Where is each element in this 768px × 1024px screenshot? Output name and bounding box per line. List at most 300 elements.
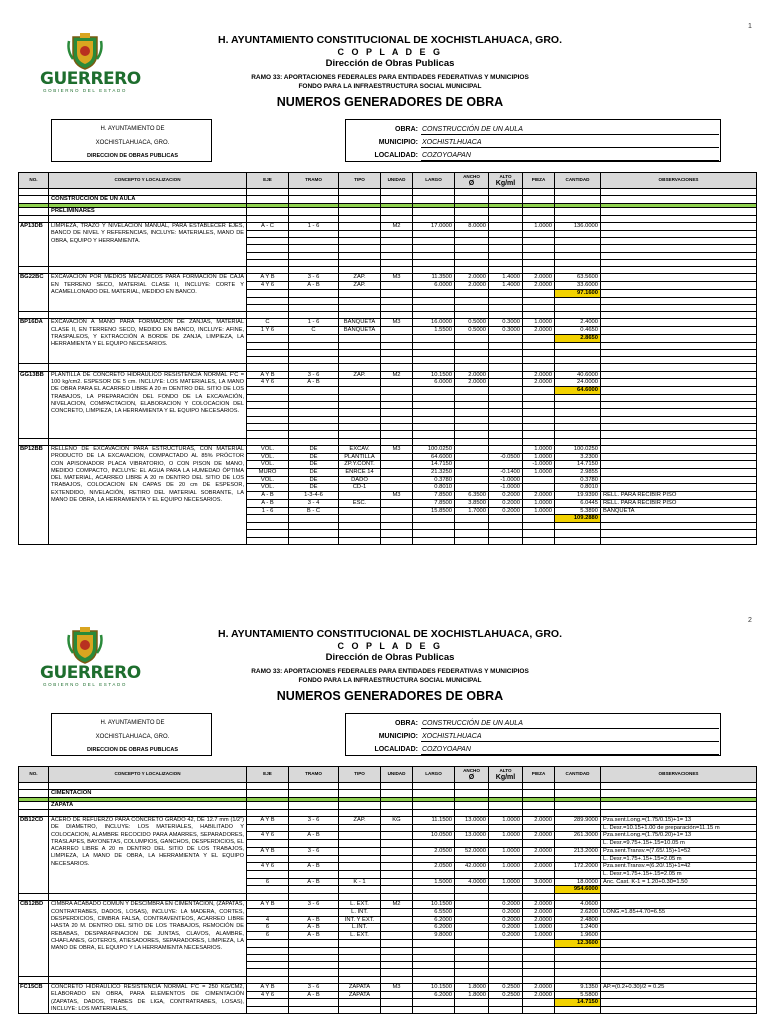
cell (289, 840, 339, 848)
cell (381, 924, 413, 932)
cell: 42.0000 (455, 863, 489, 871)
cell (339, 832, 381, 840)
cell: 1.4000 (489, 282, 523, 290)
cell (601, 223, 757, 231)
cell: 100.0250 (555, 445, 601, 453)
cell (289, 909, 339, 917)
cell: 2.0000 (523, 379, 555, 387)
cell: 2.0500 (413, 847, 455, 855)
cell: 10.0500 (413, 832, 455, 840)
table-row (19, 984, 757, 992)
obra-value: CONSTRUCCIÓN DE UN AULA (422, 720, 523, 727)
cell (601, 319, 757, 327)
cell (455, 484, 489, 492)
cell (489, 379, 523, 387)
cell: 0.2500 (489, 991, 523, 999)
cell (413, 855, 455, 863)
cell: -1.0000 (523, 461, 555, 469)
table-row (19, 223, 757, 231)
cell: MURO (247, 469, 289, 477)
cell (523, 870, 555, 878)
cell: 1.0000 (523, 499, 555, 507)
col-obs: OBSERVACIONES (601, 767, 757, 783)
cell (247, 909, 289, 917)
cell: -1.0000 (489, 476, 523, 484)
header-ramo: RAMO 33: APORTACIONES FEDERALES PARA ENTIDADES FEDERATIVAS Y MUNICIPIOS (251, 74, 529, 81)
col-concepto: CONCEPTO Y LOCALIZACION (49, 173, 247, 189)
cell (381, 476, 413, 484)
guerrero-logo (40, 31, 141, 93)
cell: 2.0000 (523, 832, 555, 840)
col-eje: EJE (247, 173, 289, 189)
cell: C (247, 319, 289, 327)
concept-total: 12.3600 (555, 939, 601, 947)
cell: 1 - 6 (289, 223, 339, 231)
cell: 1.9600 (555, 932, 601, 940)
coat-of-arms-icon (65, 31, 105, 71)
cell: ESC. (339, 499, 381, 507)
table-row (19, 319, 757, 327)
cell (381, 855, 413, 863)
cell (555, 824, 601, 832)
cell: ZAP. (339, 817, 381, 825)
cell: 2.6200 (555, 909, 601, 917)
subsection-title: PRELIMINARES (49, 208, 247, 216)
cell: 21.3250 (413, 469, 455, 477)
header-direccion: Dirección de Obras Publicas (325, 652, 455, 663)
cell: 3.8500 (455, 499, 489, 507)
cell: 3 - 6 (289, 901, 339, 909)
cell (381, 824, 413, 832)
cell: DE (289, 461, 339, 469)
cell: 8.0000 (455, 223, 489, 231)
header-title: H. AYUNTAMIENTO CONSTITUCIONAL DE XOCHISTLAHUACA, GRO. (218, 628, 562, 640)
cell: 18.0000 (555, 878, 601, 886)
cell: 13.0000 (455, 832, 489, 840)
cell: 289.9000 (555, 817, 601, 825)
concept-code: BP16DA (19, 319, 49, 364)
cell: KG (381, 817, 413, 825)
cell: 1.2400 (555, 924, 601, 932)
cell: 40.6000 (555, 371, 601, 379)
cell (289, 855, 339, 863)
col-alto: ALTO Kg/ml (489, 173, 523, 189)
concept-total: 14.7150 (555, 999, 601, 1007)
cell: 1.0000 (523, 445, 555, 453)
cell (381, 379, 413, 387)
concept-code: GG13BB (19, 371, 49, 438)
col-unidad: UNIDAD (381, 173, 413, 189)
cell (523, 855, 555, 863)
cell: 1 - 6 (247, 507, 289, 515)
cell: 2.0000 (523, 901, 555, 909)
col-tipo: TIPO (339, 173, 381, 189)
col-tramo: TRAMO (289, 767, 339, 783)
cell: ENRCE 14 (339, 469, 381, 477)
cell: 2.4800 (555, 916, 601, 924)
cell (381, 870, 413, 878)
cell: 0.2000 (489, 909, 523, 917)
cell: 6.2000 (413, 924, 455, 932)
cell: 2.0000 (523, 991, 555, 999)
cell (601, 476, 757, 484)
cell (339, 507, 381, 515)
cell: 1.8000 (455, 984, 489, 992)
ayuntamiento-line: H. AYUNTAMIENTO DE (100, 126, 165, 132)
cell: DE (289, 445, 339, 453)
cell: 6.5500 (413, 909, 455, 917)
cell: VOL. (247, 445, 289, 453)
obra-label: OBRA: (395, 126, 418, 133)
cell: Pza.sent.Transv.=(7.65/.15)+1=52 (601, 847, 757, 855)
cell: 4 (247, 916, 289, 924)
ayuntamiento-dept: DIRECCION DE OBRAS PUBLICAS (86, 747, 179, 753)
cell: DE (289, 469, 339, 477)
coat-of-arms-icon (65, 625, 105, 665)
cell: 1.0000 (489, 878, 523, 886)
cell: ZAP. (339, 371, 381, 379)
ayuntamiento-box (51, 119, 212, 162)
cell: 4 Y 6 (247, 863, 289, 871)
cell: 6.3500 (455, 492, 489, 500)
cell (381, 469, 413, 477)
page-number: 1 (748, 23, 752, 30)
cell: 0.2500 (489, 984, 523, 992)
cell: A - B (247, 492, 289, 500)
cell (289, 870, 339, 878)
cell: 2.0000 (523, 909, 555, 917)
cell: 16.0000 (413, 319, 455, 327)
col-eje: EJE (247, 767, 289, 783)
cell: M3 (381, 984, 413, 992)
cell: 2.0000 (455, 274, 489, 282)
col-alto: ALTO Kg/ml (489, 767, 523, 783)
cell: 0.3780 (413, 476, 455, 484)
cell (339, 847, 381, 855)
cell (381, 453, 413, 461)
cell: M2 (381, 901, 413, 909)
cell: DE (289, 476, 339, 484)
cell: -0.0500 (489, 453, 523, 461)
ayuntamiento-city: XOCHISTLAHUACA, GRO. (95, 140, 170, 146)
cell: 13.0000 (455, 817, 489, 825)
cell: Pza.sent.Transv.=(6.20/.15)+1=42 (601, 863, 757, 871)
localidad-label: LOCALIDAD: (374, 152, 418, 159)
cell: B - C (289, 507, 339, 515)
cell: 4 Y 6 (247, 991, 289, 999)
table-row (19, 371, 757, 379)
cell: L. Desr.=1.75+.15+.15=2.05 m (601, 870, 757, 878)
cell: M3 (381, 445, 413, 453)
cell (601, 916, 757, 924)
cell: A - B (289, 379, 339, 387)
cell (455, 461, 489, 469)
cell (601, 901, 757, 909)
cell: -1.0000 (489, 484, 523, 492)
cell: Pza.sent.Long.=(1.75/0.20)+1= 13 (601, 832, 757, 840)
cell (489, 855, 523, 863)
cell: 6 (247, 878, 289, 886)
cell: A - B (289, 924, 339, 932)
info-block (51, 713, 721, 756)
cell: -0.1400 (489, 469, 523, 477)
cell: 4 Y 6 (247, 379, 289, 387)
generadores-table-1 (18, 172, 757, 545)
cell: 3.2300 (555, 453, 601, 461)
concept-total: 97.1600 (555, 289, 601, 297)
col-largo: LARGO (413, 767, 455, 783)
cell (489, 870, 523, 878)
table-row (19, 901, 757, 909)
cell: 1.5000 (413, 878, 455, 886)
cell (247, 840, 289, 848)
cell: A Y B (247, 817, 289, 825)
cell: 14.7150 (413, 461, 455, 469)
logo-subtext: GOBIERNO DEL ESTADO (43, 682, 127, 687)
document-title: NUMEROS GENERADORES DE OBRA (276, 95, 504, 109)
cell (601, 274, 757, 282)
cell: 2.4000 (555, 319, 601, 327)
ayuntamiento-line: H. AYUNTAMIENTO DE (100, 720, 165, 726)
cell (413, 870, 455, 878)
cell: 5.3890 (555, 507, 601, 515)
col-unidad: UNIDAD (381, 767, 413, 783)
col-cantidad: CANTIDAD (555, 173, 601, 189)
cell: 0.2000 (489, 932, 523, 940)
cell (413, 840, 455, 848)
cell (455, 916, 489, 924)
cell: 1.0000 (523, 453, 555, 461)
cell: A Y B (247, 274, 289, 282)
cell: L. INT. (339, 909, 381, 917)
cell (413, 824, 455, 832)
cell: 2.0000 (523, 916, 555, 924)
cell: 24.0000 (555, 379, 601, 387)
cell (381, 916, 413, 924)
cell: RELL. PARA RECIBIR PISO (601, 499, 757, 507)
cell: A Y B (247, 371, 289, 379)
cell: 9.8000 (413, 932, 455, 940)
cell: 2.0000 (455, 379, 489, 387)
cell: A - B (289, 916, 339, 924)
cell: L. Desr.=9.75+.15+.15=10.05 m (601, 840, 757, 848)
cell: A - C (247, 223, 289, 231)
cell: A - B (289, 991, 339, 999)
cell: 6.2000 (413, 916, 455, 924)
cell: 1.8000 (455, 991, 489, 999)
concept-code: BP12BB (19, 445, 49, 544)
cell: 0.5000 (455, 327, 489, 335)
municipio-value: XOCHISTLHUACA (422, 733, 482, 740)
cell: A - B (247, 499, 289, 507)
cell: EXCAV. (339, 445, 381, 453)
cell (601, 445, 757, 453)
cell: RELL. PARA RECIBIR PISO (601, 492, 757, 500)
cell: 3 - 6 (289, 984, 339, 992)
concept-code: AP13DB (19, 223, 49, 267)
cell (455, 855, 489, 863)
cell (339, 223, 381, 231)
page-number: 2 (748, 617, 752, 624)
concept-description: PLANTILLA DE CONCRETO HIDRAULICO RESISTENCIA NORMAL F'C = 100 kg/cm2. ESPESOR DE 5 cm. INCLUYE: LOS MATERIALES, LA MANO DE OBRA PARA EL ACARREO LIBRE A 20 m DENTRO DEL SITIO DE LOS TRABAJOS, LA PREPARACIÓN DEL FONDO DE LA EXCAVACIÓN, NIVELACION, COMPACTACION, ELABORACION Y COLOCACION DEL CONCRETO, LIMPIEZA, LA HERRAMIENTA Y EL EQUIPO NECESARIOS. (49, 371, 247, 438)
cell (601, 327, 757, 335)
cell: 11.3500 (413, 274, 455, 282)
cell (381, 507, 413, 515)
cell: 19.9390 (555, 492, 601, 500)
cell (339, 824, 381, 832)
cell (601, 991, 757, 999)
cell (489, 371, 523, 379)
cell (601, 379, 757, 387)
cell: L. EXT. (339, 901, 381, 909)
cell: 2.0000 (523, 817, 555, 825)
cell (381, 499, 413, 507)
col-tramo: TRAMO (289, 173, 339, 189)
cell: 0.8010 (555, 484, 601, 492)
info-block (51, 119, 721, 162)
cell: 6 (247, 924, 289, 932)
localidad-value: COZOYOAPAN (422, 152, 471, 159)
cell (601, 371, 757, 379)
obra-box (345, 119, 721, 162)
concept-code: CB12BD (19, 901, 49, 976)
cell: M2 (381, 371, 413, 379)
cell (455, 924, 489, 932)
cell (247, 870, 289, 878)
generadores-table-2 (18, 766, 757, 1014)
cell: 2.0000 (523, 984, 555, 992)
cell: A - B (289, 878, 339, 886)
cell: M3 (381, 492, 413, 500)
cell: 1.7000 (455, 507, 489, 515)
concept-description: EXCAVACION POR MEDIOS MECANICOS PARA FORMACION DE CAJA EN TERRENO SECO, MATERIAL CLASE II, INCLUYE: CORTE Y ACAMELLONADO DEL MATERIAL, MEDIDO EN BANCO. (49, 274, 247, 312)
cell: 1.0000 (489, 847, 523, 855)
cell (455, 932, 489, 940)
cell: 3 - 6 (289, 274, 339, 282)
cell: 0.3000 (489, 319, 523, 327)
cell: 52.0000 (455, 847, 489, 855)
cell: Pza.sent.Long.=(1.75/0.15)+1= 13 (601, 817, 757, 825)
cell (601, 282, 757, 290)
cell (489, 824, 523, 832)
cell: 1.4000 (489, 274, 523, 282)
cell: 0.3000 (489, 327, 523, 335)
cell (455, 469, 489, 477)
section-title: CONSTRUCCIÓN DE UN AULA (49, 196, 247, 204)
cell: 6.0000 (413, 379, 455, 387)
logo-text: GUERRERO (40, 69, 141, 89)
cell: M2 (381, 223, 413, 231)
col-concepto: CONCEPTO Y LOCALIZACION (49, 767, 247, 783)
cell: 10.1500 (413, 901, 455, 909)
concept-description: CIMBRA ACABADO COMUN Y DESCIMBRA EN CIMENTACION, (ZAPATAS, CONTRATRABES, DADOS, LOSAS), INCLUYE: LA MADERA, CORTES, DESPERDICIOS, CIMBRA FALSA, CONTRAVENTEOS, ACARREO LIBRE HASTA 20 M. DENTRO DEL SITIO DE LOS TRABAJOS, REMOCIÓN DE REBABAS, DESPARAFINACION DE JUNTAS, CLAVOS, ALAMBRE, CHAFLANES, GOTEROS, ATIESADORES, SEPARADORES, LIMPIEZA, LA MANO DE OBRA, EL EQUIPO Y LA HERRAMIENTA NECESARIOS. (49, 901, 247, 976)
subsection-title: ZAPATA (49, 802, 247, 810)
obra-value: CONSTRUCCIÓN DE UN AULA (422, 126, 523, 133)
cell: 10.1500 (413, 371, 455, 379)
cell: 1.0000 (523, 223, 555, 231)
cell (555, 870, 601, 878)
cell (381, 832, 413, 840)
cell: 2.0000 (523, 274, 555, 282)
table-header (19, 767, 757, 783)
cell: 14.7150 (555, 461, 601, 469)
cell: ZP.Y.CONT. (339, 461, 381, 469)
cell: 1.0000 (523, 469, 555, 477)
cell: 1 Y 6 (247, 327, 289, 335)
header-ramo: RAMO 33: APORTACIONES FEDERALES PARA ENTIDADES FEDERATIVAS Y MUNICIPIOS (251, 668, 529, 675)
header-title: H. AYUNTAMIENTO CONSTITUCIONAL DE XOCHISTLAHUACA, GRO. (218, 34, 562, 46)
cell (601, 461, 757, 469)
cell: 1 - 6 (289, 319, 339, 327)
col-pieza: PIEZA (523, 173, 555, 189)
cell: A Y B (247, 847, 289, 855)
logo-text: GUERRERO (40, 663, 141, 683)
cell (339, 863, 381, 871)
cell (339, 840, 381, 848)
municipio-label: MUNICIPIO: (378, 733, 418, 740)
concept-description: ACERO DE REFUERZO PARA CONCRETO GRADO 42, DE 12.7 mm (1/2") DE DIAMETRO, INCLUYE: LOS MATERIALES, HABILITADO Y COLOCACION, ALAMBRE RECOCIDO PARA AMARRES, SEPARADORES, TRASLAPES, BAYONETAS, COLUMPIOS, GANCHOS, DESPERDICIOS, EL ACARREO LIBRE A 20 m DENTRO DEL SITIO DE LOS TRABAJOS, LIMPIEZA, LA MANO DE OBRA, LA HERRAMIENTA Y EL EQUIPO NECESARIOS. (49, 817, 247, 894)
concept-total: 954.6000 (555, 886, 601, 894)
cell: M3 (381, 319, 413, 327)
cell: LONG.=1.85+4.70=6.55 (601, 909, 757, 917)
cell (381, 932, 413, 940)
cell: 261.3000 (555, 832, 601, 840)
cell (601, 469, 757, 477)
concept-description: RELLENO DE EXCAVACION PARA ESTRUCTURAS, CON MATERIAL PRODUCTO DE LA EXCAVACION, COMPACTADO AL 85% PRÓCTOR CON APISONADOR PLACA VIBRATORIO, O CON PISON DE MANO, MEDIDO COMPACTO, INCLUYE: EL AGUA PARA LA HUMEDAD ÓPTIMA DEL MATERIAL, ACARREO LIBRE A 20 m DENTRO DEL SITIO DE LOS TRABAJOS, COLOCACION EN CAPAS DE 20 cm DE ESPESOR, EXTENDIDO, NIVELACIÓN, RETIRO DEL MATERIAL SOBRANTE, LA MANO DE OBRA, LA HERRAMIENTA Y EL EQUIPO NECESARIOS. (49, 445, 247, 544)
cell (381, 840, 413, 848)
cell: 2.0000 (455, 282, 489, 290)
cell: 3 - 6 (289, 371, 339, 379)
cell: L. Desr.=1.75+.15+.15=2.05 m (601, 855, 757, 863)
cell (289, 824, 339, 832)
concept-code: FC15CB (19, 984, 49, 1014)
cell: ZAPATA (339, 984, 381, 992)
cell: 2.9855 (555, 469, 601, 477)
cell (523, 824, 555, 832)
ayuntamiento-box (51, 713, 212, 756)
cell: 1.0000 (523, 924, 555, 932)
cell: 11.1500 (413, 817, 455, 825)
cell (489, 840, 523, 848)
cell: 1.0000 (489, 832, 523, 840)
cell: 7.8500 (413, 492, 455, 500)
cell (455, 445, 489, 453)
col-cantidad: CANTIDAD (555, 767, 601, 783)
cell (455, 870, 489, 878)
cell: 2.0000 (523, 863, 555, 871)
cell: 2.0500 (413, 863, 455, 871)
cell (523, 476, 555, 484)
cell: 0.4650 (555, 327, 601, 335)
cell (381, 484, 413, 492)
concept-description: EXCAVACION A MANO PARA FORMACION DE ZANJAS, MATERIAL CLASE II, EN TERRENO SECO, MEDIDO EN BANCO, INCLUYE: AFINE, TRASPALEOS, Y EXTRACCIÓN A BORDE DE ZANJA, LIMPIEZA, LA HERRAMIENTA Y EL EQUIPO NECESARIOS. (49, 319, 247, 364)
cell: BANQUETA (339, 319, 381, 327)
document-header (160, 628, 620, 704)
cell: A Y B (247, 901, 289, 909)
cell: ZAP. (339, 274, 381, 282)
cell: L.INT. (339, 924, 381, 932)
cell: 10.1500 (413, 984, 455, 992)
cell: 0.2000 (489, 499, 523, 507)
cell: 5.5800 (555, 991, 601, 999)
cell: A - B (289, 863, 339, 871)
cell: 63.5600 (555, 274, 601, 282)
municipio-label: MUNICIPIO: (378, 139, 418, 146)
cell (381, 847, 413, 855)
cell: 2.0000 (523, 371, 555, 379)
col-pieza: PIEZA (523, 767, 555, 783)
cell (339, 492, 381, 500)
